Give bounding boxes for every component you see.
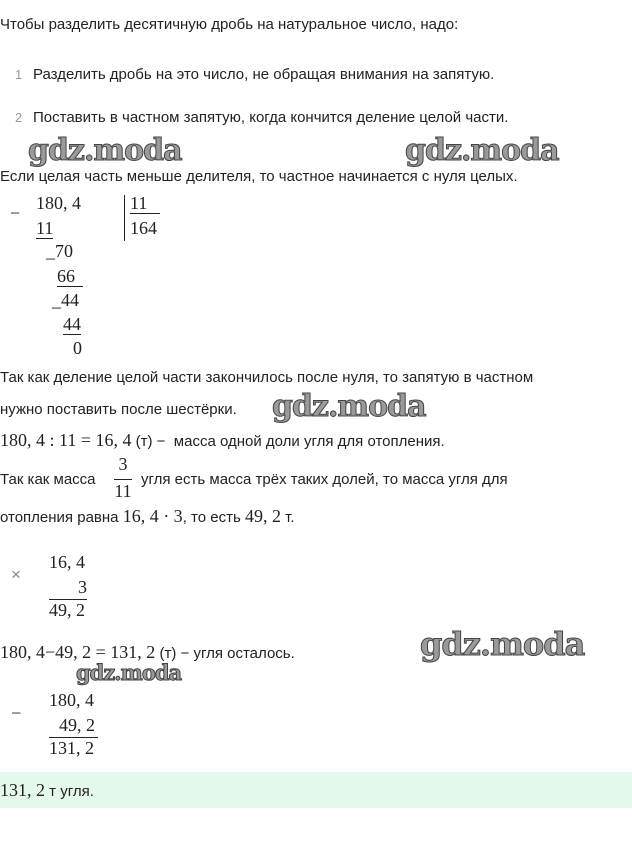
factor: 16, 4 [49,552,85,572]
unit: (т) − [135,433,166,450]
answer-band [0,772,632,808]
equation-text: масса одной доли угля для отопления. [173,433,445,450]
math: 49, 2 [244,506,281,526]
watermark: gdz.moda [420,625,585,663]
product: 49, 2 [49,600,85,620]
paragraph-text: угля есть масса трёх таких долей, то масса угля для [141,471,508,488]
subtrahend: 44 [63,314,81,334]
paragraph-text: Так как деление целой части закончилось после нуля, то запятую в частном [0,369,534,386]
remainder: _70 [46,241,73,261]
text: , то есть [182,509,241,526]
divisor: 11 [130,193,160,214]
minuend: 180, 4 [49,690,94,710]
equation-text: − угля осталось. [180,645,295,662]
fraction-numerator: 3 [118,454,128,474]
difference: 131, 2 [49,738,94,758]
remainder: _44 [52,290,79,310]
answer-text: т угля. [49,783,94,800]
division-bar [124,195,125,241]
subtrahend: 49, 2 [59,715,95,735]
answer-math: 131, 2 [0,780,45,800]
minus-sign: − [11,703,22,723]
watermark: gdz.moda [272,389,426,424]
dividend: 180, 4 [36,193,81,213]
minus-sign: − [10,203,21,223]
paragraph-text: нужно поставить после шестёрки. [0,401,237,418]
subtrahend: 66 [57,266,83,287]
intro-text: Чтобы разделить десятичную дробь на натуральное число, надо: [0,16,459,33]
equation-math: 180, 4 : 11 = 16, 4 [0,430,132,450]
step-number: 2 [15,110,23,125]
rule-text: Если целая часть меньше делителя, то частное начинается с нуля целых. [0,168,518,185]
paragraph-line [0,506,294,528]
equation-math: 180, 4−49, 2 = 131, 2 [0,642,156,662]
watermark: gdz.moda [76,660,182,685]
step-text: Разделить дробь на это число, не обращая внимания на запятую. [33,66,495,83]
equation-line [0,430,445,452]
remainder-zero: 0 [73,338,82,358]
text: т. [285,509,295,526]
unit: (т) [159,645,177,662]
times-sign: × [11,565,21,584]
math: 16, 4 · 3 [122,506,183,526]
text: отопления равна [0,509,119,526]
step-number: 1 [15,67,23,82]
quotient: 164 [130,218,157,238]
watermark: gdz.moda [405,133,559,168]
watermark: gdz.moda [28,133,182,168]
factor: 3 [78,577,87,597]
fraction-denominator: 11 [114,481,132,501]
subtrahend: 11 [36,218,54,238]
step-text: Поставить в частном запятую, когда кончится деление целой части. [33,109,509,126]
paragraph-text: Так как масса [0,471,96,488]
fraction-bar [114,479,132,480]
answer [0,780,94,802]
